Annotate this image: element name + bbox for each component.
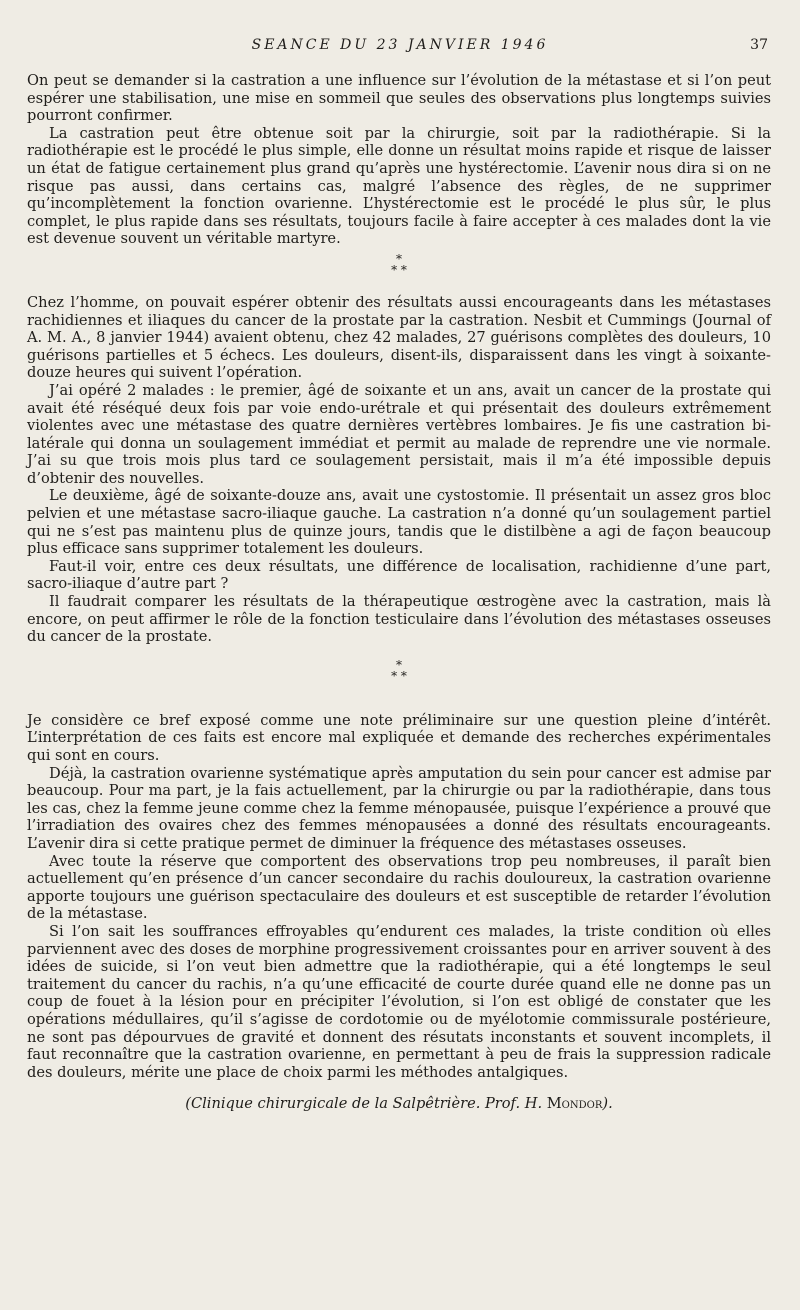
paragraph: Il faudrait comparer les résultats de la thérapeutique œstrogène avec la castration, mais là encore, on peut affirmer le rôle de la fonction testiculaire dans l’évolution des métastases osseuses du cancer de la prostate. — [27, 593, 771, 646]
paragraph: La castration peut être obtenue soit par la chirurgie, soit par la radiothérapie. Si la radiothérapie est le procédé le plus simple, elle donne un résultat moins rapide et risque de laisser un état de fatigue certainement plus grand qu’après une hystérectomie. L’avenir nous dira si on ne risque pas aussi, dans certains cas, malgré l’absence des règles, de ne supprimer qu’incomplètement la fonction ovarienne. L’hystérectomie est le procédé le plus sûr, le plus complet, le plus rapide dans ses résultats, toujours facile à faire accepter à ces malades dont la vie est devenue souvent un véritable martyre. — [27, 124, 771, 248]
paragraph: Chez l’homme, on pouvait espérer obtenir des résultats aussi encourageants dans les métastases rachidiennes et iliaques du cancer de la prostate par la castration. Nesbit et Cummings (Journal of A. M. A., 8 janvier 1944) avaient obtenu, chez 42 malades, 27 guérisons complètes des douleurs, 10 guérisons partielles et 5 échecs. Les douleurs, disent-ils, disparaissent dans les vingt à soixante-douze heures qui suivent l’opération. — [27, 293, 771, 382]
signature-close: ). — [602, 1095, 613, 1113]
paragraph: Si l’on sait les souffrances effroyables qu’endurent ces malades, la triste condition où elles parviennent avec des doses de morphine progressivement croissantes pour en arriver souvent à des idées de suicide, si l’on veut bien admettre que la radiothérapie, qui a été longtemps le seul traitement du cancer du rachis, n’a qu’une efficacité de courte durée quand elle ne donne pas un coup de fouet à la lésion pour en précipiter l’évolution, si l’on est obligé de constater que les opérations médullaires, qu’il s’agisse de cordotomie ou de myélotomie commissurale postérieure, ne sont pas dépourvues de gravité et donnent des résutats inconstants et souvent incomplets, il faut reconnaître que la castration ovarienne, en permettant à peu de frais la suppression radicale des douleurs, mérite une place de choix parmi les méthodes antalgiques. — [27, 922, 771, 1081]
signature-name: Mondor — [546, 1095, 603, 1113]
asterism-top: * — [396, 251, 402, 266]
section-separator — [27, 646, 771, 712]
asterism-bottom: * * — [391, 668, 407, 683]
asterism-top: * — [396, 657, 402, 672]
section-conclusion — [27, 712, 771, 1081]
section-castration-men — [27, 294, 771, 646]
paragraph: Faut-il voir, entre ces deux résultats, une différence de localisation, rachidienne d’une part, sacro-iliaque d’autre part ? — [27, 557, 771, 593]
page-number: 37 — [750, 37, 768, 53]
paragraph: Avec toute la réserve que comportent des observations trop peu nombreuses, il paraît bien actuellement qu’en présence d’un cancer secondaire du rachis douloureux, la castration ovarienne apporte toujours une guérison spectaculaire des douleurs et est susceptible de retarder l’évolution de la métastase. — [27, 852, 771, 923]
paragraph: J’ai opéré 2 malades : le premier, âgé de soixante et un ans, avait un cancer de la prostate qui avait été réséqué deux fois par voie endo-urétrale et qui présentait des douleurs extrêmement violentes avec une métastase des quatre dernières vertèbres lombaires. Je fis une castration bi-latérale qui donna un soulagement immédiat et permit au malade de reprendre une vie normale. J’ai su que trois mois plus tard ce soulagement persistait, mais il m’a été impossible depuis d’obtenir des nouvelles. — [27, 381, 771, 487]
section-separator — [27, 248, 771, 294]
paragraph: Le deuxième, âgé de soixante-douze ans, avait une cystostomie. Il présentait un assez gros bloc pelvien et une métastase sacro-iliaque gauche. La castration n’a donné qu’un soulagement partiel qui ne s’est pas maintenu plus de quinze jours, tandis que le distilbène a agi de façon beaucoup plus efficace sans supprimer totalement les douleurs. — [27, 487, 771, 558]
signature-text: (Clinique chirurgicale de la Salpêtrière. Prof. H. — [185, 1095, 547, 1113]
asterism-bottom: * * — [391, 262, 407, 277]
section-castration-women — [27, 72, 771, 248]
article-body — [27, 72, 771, 1113]
paragraph: Déjà, la castration ovarienne systématique après amputation du sein pour cancer est admise par beaucoup. Pour ma part, je la fais actuellement, par la chirurgie ou par la radiothérapie, dans tous les cas, chez la femme jeune comme chez la femme ménopausée, puisque l’expérience a prouvé que l’irradiation des ovaires chez des femmes ménopausées a donné des résultats encourageants. L’avenir dira si cette pratique permet de diminuer la fréquence des métastases osseuses. — [27, 764, 771, 852]
signature-line — [27, 1095, 771, 1113]
paragraph: Je considère ce bref exposé comme une note préliminaire sur une question pleine d’intérêt. L’interprétation de ces faits est encore mal expliquée et demande des recherches expérimentales qui sont en cours. — [27, 711, 771, 764]
paragraph: On peut se demander si la castration a une influence sur l’évolution de la métastase et si l’on peut espérer une stabilisation, une mise en sommeil que seules des observations plus longtemps suivies pourront confirmer. — [27, 72, 771, 125]
running-title: SEANCE DU 23 JANVIER 1946 — [251, 37, 549, 53]
page-header — [0, 36, 800, 58]
